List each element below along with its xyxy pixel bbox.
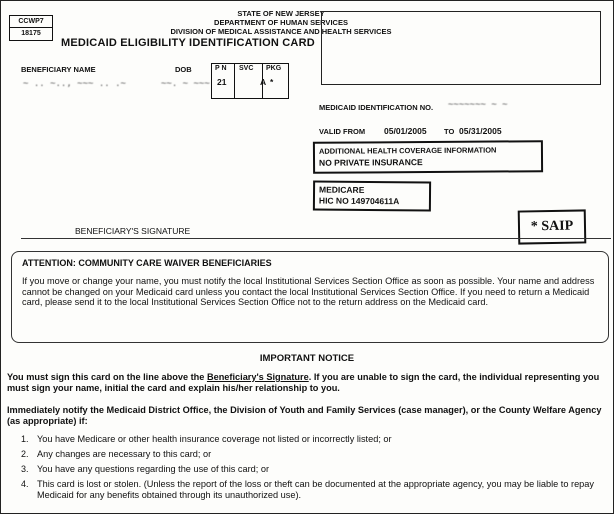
list-item-number: 4. xyxy=(21,479,29,489)
signature-line xyxy=(21,238,611,239)
attention-box xyxy=(11,251,609,343)
dob-label: DOB xyxy=(175,65,192,74)
signature-label: BENEFICIARY'S SIGNATURE xyxy=(75,226,191,236)
svc-label: SVC xyxy=(239,65,254,72)
beneficiary-signature-reference: Beneficiary's Signature xyxy=(206,372,309,382)
medicaid-id-value: ~~~~~~~ ~ ~ xyxy=(448,100,508,110)
beneficiary-name-value: ~ .. ~.., ~~~ .. .~ xyxy=(23,79,126,89)
pkg-value: * xyxy=(270,77,274,87)
attention-heading: ATTENTION: COMMUNITY CARE WAIVER BENEFICIARIES xyxy=(22,258,272,268)
additional-coverage-label: ADDITIONAL HEALTH COVERAGE INFORMATION xyxy=(318,145,497,156)
pn-label: P N xyxy=(215,65,227,72)
additional-coverage-value: NO PRIVATE INSURANCE xyxy=(319,157,423,168)
list-item xyxy=(7,464,607,479)
form-number: 18175 xyxy=(10,27,52,39)
form-code: CCWP7 xyxy=(18,18,44,25)
saip-stamp: * SAIP xyxy=(518,209,587,244)
list-item-number: 2. xyxy=(21,449,29,459)
form-code-box xyxy=(9,15,53,41)
medicare-label: MEDICARE xyxy=(319,184,365,195)
sign-card-text-a: You must sign this card on the line above the xyxy=(7,372,207,382)
notice-list xyxy=(7,434,607,503)
valid-from-label: VALID FROM xyxy=(319,127,366,136)
sign-card-text-b: . If you are unable to sign the card, the individual representing you must sign your name, initial the card and explain his/her relationship to you. xyxy=(7,372,600,393)
medicare-hic-number: HIC NO 149704611A xyxy=(318,195,400,207)
medicaid-id-label: MEDICAID IDENTIFICATION NO. xyxy=(319,103,434,112)
medicare-box xyxy=(313,180,431,211)
valid-to-date: 05/31/2005 xyxy=(459,126,502,136)
list-item-number: 3. xyxy=(21,464,29,474)
pn-value: 21 xyxy=(217,77,227,87)
pkg-label: PKG xyxy=(266,65,282,72)
list-item-number: 1. xyxy=(21,434,29,444)
list-item-text: You have any questions regarding the use of this card; or xyxy=(37,464,270,474)
list-item xyxy=(7,449,607,464)
division-name: DIVISION OF MEDICAL ASSISTANCE AND HEALTH SERVICES xyxy=(170,27,392,36)
important-notice-title: IMPORTANT NOTICE xyxy=(259,353,355,364)
sign-card-paragraph xyxy=(7,372,607,393)
program-code-box xyxy=(211,63,289,99)
blank-card-area xyxy=(321,11,601,85)
list-item xyxy=(7,434,607,449)
valid-to-label: TO xyxy=(444,127,455,136)
list-item xyxy=(7,479,607,503)
list-item-text: You have Medicare or other health insurance coverage not listed or incorrectly listed; or xyxy=(37,434,392,444)
dob-value: ~~. ~ ~~~ xyxy=(161,79,210,89)
valid-from-date: 05/01/2005 xyxy=(384,126,427,136)
list-item-text: This card is lost or stolen. (Unless the report of the loss or theft can be documented at the appropriate agency, you may be liable to repay Medicaid for any benefits obtained through its unauthorized use). xyxy=(37,479,594,500)
state-name: STATE OF NEW JERSEY xyxy=(237,9,325,18)
department-name: DEPARTMENT OF HUMAN SERVICES xyxy=(214,18,348,27)
svc-value: A xyxy=(260,77,267,87)
beneficiary-name-label: BENEFICIARY NAME xyxy=(21,65,96,74)
card-title: MEDICAID ELIGIBILITY IDENTIFICATION CARD xyxy=(61,37,315,49)
list-item-text: Any changes are necessary to this card; or xyxy=(37,449,212,459)
attention-body: If you move or change your name, you must notify the local Institutional Services Section Office as soon as possible. Your name and address cannot be changed on your Medicaid card unless you contact the local Institutional Services Section Office. If you need to return a Medicaid card, please send it to the local Institutional Services Section Office not to the return address on the Medicaid card. xyxy=(22,276,595,307)
additional-coverage-box xyxy=(313,140,543,174)
notify-paragraph: Immediately notify the Medicaid District Office, the Division of Youth and Family Services (case manager), or the County Welfare Agency (as appropriate) if: xyxy=(7,405,602,426)
